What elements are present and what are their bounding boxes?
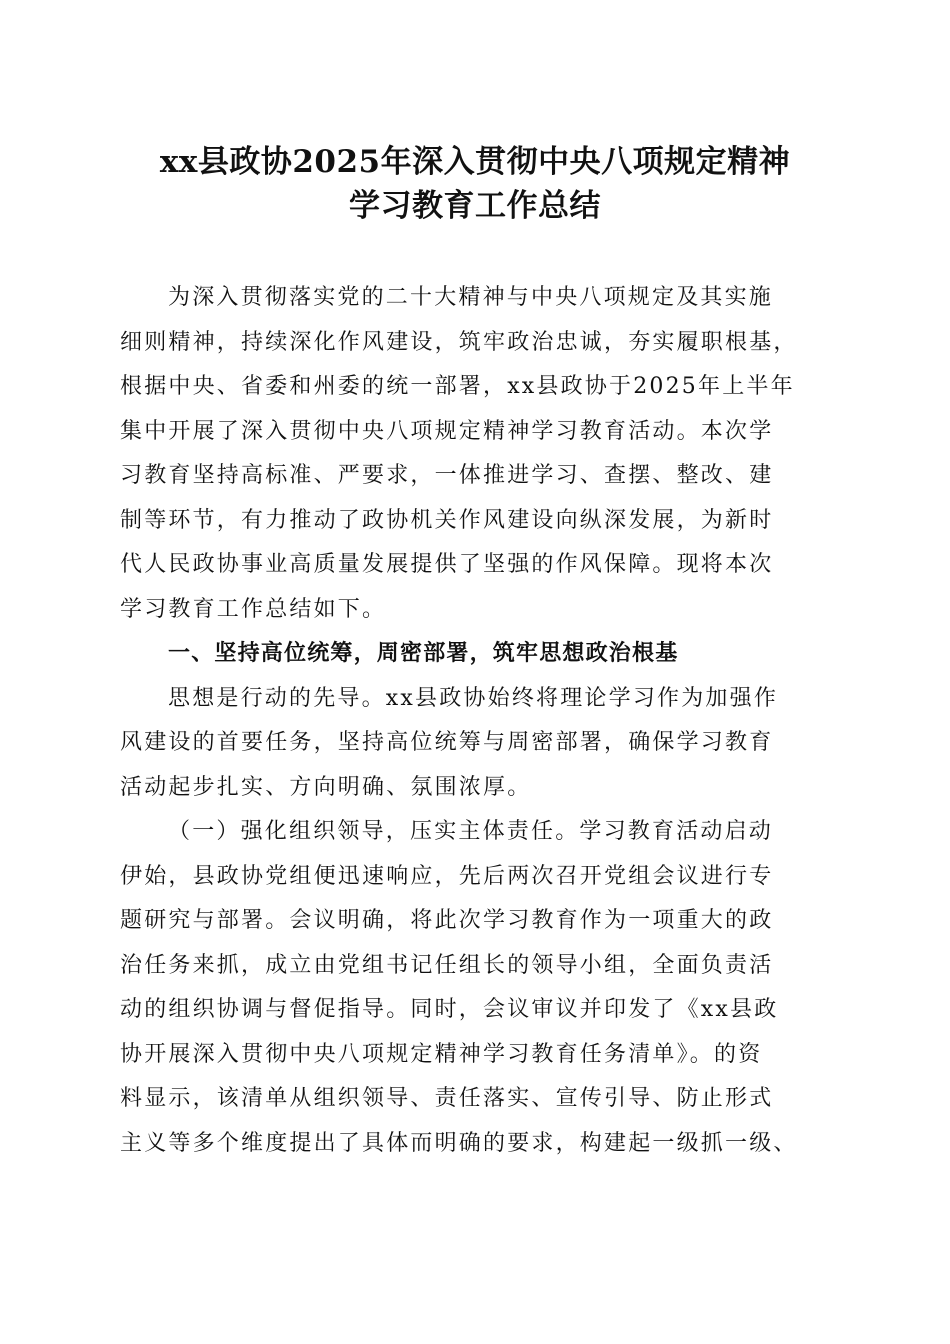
subsection-1-paragraph-line: 伊始，县政协党组便迅速响应，先后两次召开党组会议进行专 (120, 864, 774, 889)
section-1-paragraph-line: 思想是行动的先导。xx县政协始终将理论学习作为加强作 (168, 686, 779, 711)
section-1-paragraph-line: 风建设的首要任务，坚持高位统筹与周密部署，确保学习教育 (120, 730, 774, 755)
section-1-paragraph-line: 活动起步扎实、方向明确、氛围浓厚。 (120, 775, 532, 800)
subsection-1-paragraph-line: （一）强化组织领导，压实主体责任。学习教育活动启动 (168, 819, 774, 844)
paragraph-intro-line: 细则精神，持续深化作风建设，筑牢政治忠诚，夯实履职根基， (120, 330, 798, 355)
paragraph-intro-line: 集中开展了深入贯彻中央八项规定精神学习教育活动。本次学 (120, 419, 774, 444)
section-heading-1: 一、坚持高位统筹，周密部署，筑牢思想政治根基 (168, 641, 679, 666)
subsection-1-paragraph-line: 主义等多个维度提出了具体而明确的要求，构建起一级抓一级、 (120, 1131, 798, 1156)
document-title-line-1: xx县政协2025年深入贯彻中央八项规定精神 (159, 144, 791, 180)
subsection-1-paragraph-line: 料显示，该清单从组织领导、责任落实、宣传引导、防止形式 (120, 1086, 774, 1111)
subsection-1-paragraph-line: 治任务来抓，成立由党组书记任组长的领导小组，全面负责活 (120, 953, 774, 978)
paragraph-intro-line: 习教育坚持高标准、严要求，一体推进学习、查摆、整改、建 (120, 463, 774, 488)
subsection-1-paragraph-line: 动的组织协调与督促指导。同时，会议审议并印发了《xx县政 (120, 997, 779, 1022)
paragraph-intro-line: 根据中央、省委和州委的统一部署，xx县政协于2025年上半年 (120, 374, 795, 399)
paragraph-intro-line: 学习教育工作总结如下。 (120, 597, 387, 622)
paragraph-intro-line: 制等环节，有力推动了政协机关作风建设向纵深发展，为新时 (120, 508, 774, 533)
document-title-line-2: 学习教育工作总结 (349, 188, 601, 224)
paragraph-intro-line: 为深入贯彻落实党的二十大精神与中央八项规定及其实施 (168, 285, 774, 310)
subsection-1-paragraph-line: 题研究与部署。会议明确，将此次学习教育作为一项重大的政 (120, 908, 774, 933)
paragraph-intro-line: 代人民政协事业高质量发展提供了坚强的作风保障。现将本次 (120, 552, 774, 577)
subsection-1-paragraph-line: 协开展深入贯彻中央八项规定精神学习教育任务清单》。的资 (120, 1042, 763, 1067)
